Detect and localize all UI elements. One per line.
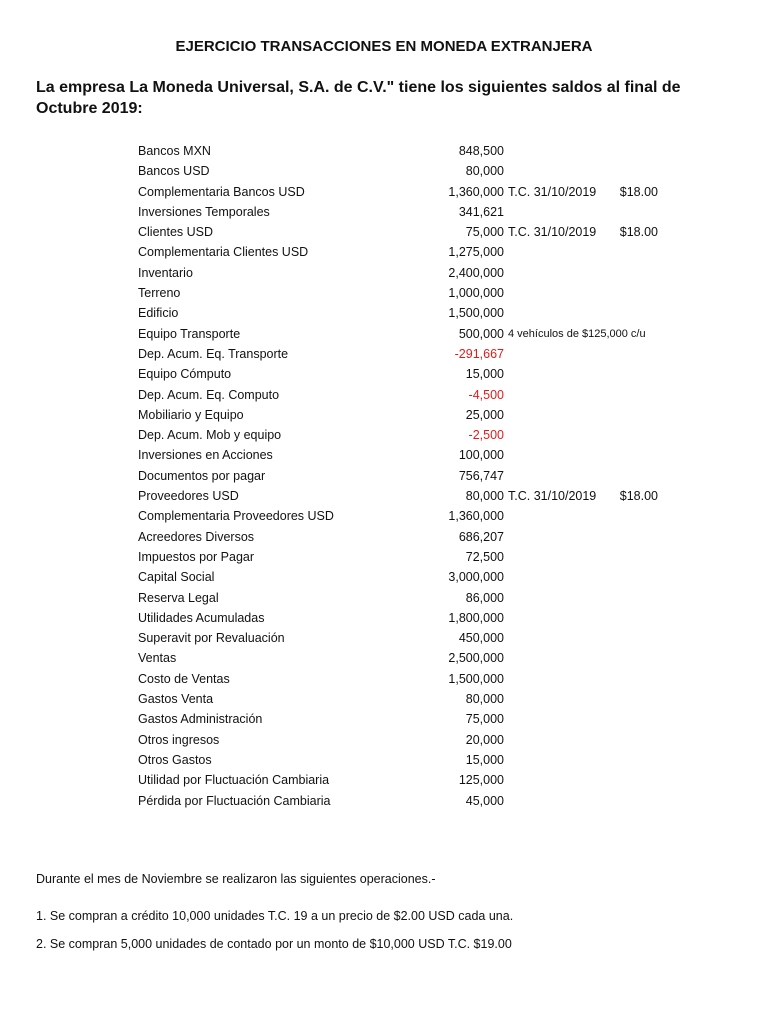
account-name: Impuestos por Pagar	[138, 549, 255, 564]
exchange-rate: $18.00	[619, 184, 658, 199]
account-amount: 450,000	[458, 631, 504, 646]
account-row	[0, 405, 768, 425]
account-row	[0, 608, 768, 628]
account-amount: 15,000	[465, 752, 504, 767]
account-amount: 1,500,000	[448, 671, 504, 686]
account-row	[0, 466, 768, 486]
intro-paragraph: La empresa La Moneda Universal, S.A. de C.V." tiene los siguientes saldos al final de Octubre 2019:	[36, 79, 681, 117]
account-row	[0, 628, 768, 648]
account-amount: 3,000,000	[448, 570, 504, 585]
operation-1: 1. Se compran a crédito 10,000 unidades T.C. 19 a un precio de $2.00 USD cada una.	[36, 909, 514, 923]
account-row	[0, 364, 768, 384]
account-amount: 80,000	[465, 489, 504, 504]
account-amount: 1,800,000	[448, 610, 504, 625]
account-amount: 45,000	[465, 793, 504, 808]
account-name: Otros Gastos	[138, 752, 212, 767]
operation-2: 2. Se compran 5,000 unidades de contado por un monto de $10,000 USD T.C. $19.00	[36, 937, 512, 951]
account-name: Superavit por Revaluación	[138, 631, 285, 646]
account-amount: 1,000,000	[448, 286, 504, 301]
account-amount: 75,000	[465, 712, 504, 727]
account-row	[0, 182, 768, 202]
account-amount: 75,000	[465, 225, 504, 240]
account-row	[0, 242, 768, 262]
account-amount: 2,400,000	[448, 265, 504, 280]
account-name: Terreno	[138, 286, 181, 301]
account-row	[0, 202, 768, 222]
account-name: Mobiliario y Equipo	[138, 407, 244, 422]
account-amount: 341,621	[458, 204, 504, 219]
account-name: Capital Social	[138, 570, 215, 585]
account-name: Gastos Administración	[138, 712, 263, 727]
account-name: Equipo Cómputo	[138, 367, 232, 382]
account-amount: 1,275,000	[448, 245, 504, 260]
account-name: Reserva Legal	[138, 590, 219, 605]
account-amount: 1,360,000	[448, 184, 504, 199]
account-amount: 686,207	[458, 529, 504, 544]
account-name: Utilidades Acumuladas	[138, 610, 265, 625]
account-name: Complementaria Bancos USD	[138, 184, 305, 199]
account-name: Complementaria Clientes USD	[138, 245, 309, 260]
account-row	[0, 303, 768, 323]
account-name: Proveedores USD	[138, 489, 239, 504]
account-name: Inversiones Temporales	[138, 204, 270, 219]
account-name: Bancos MXN	[138, 144, 211, 158]
document-title: EJERCICIO TRANSACCIONES EN MONEDA EXTRANJERA	[175, 38, 593, 55]
account-row	[0, 527, 768, 547]
account-amount: 15,000	[465, 367, 504, 382]
account-row	[0, 588, 768, 608]
account-name: Complementaria Proveedores USD	[138, 509, 334, 524]
account-name: Dep. Acum. Mob y equipo	[138, 428, 282, 443]
exchange-rate: $18.00	[619, 225, 658, 240]
account-row	[0, 263, 768, 283]
account-name: Inversiones en Acciones	[138, 448, 273, 463]
account-name: Utilidad por Fluctuación Cambiaria	[138, 773, 330, 788]
account-name: Documentos por pagar	[138, 468, 266, 483]
account-row	[0, 648, 768, 668]
account-note: 4 vehículos de $125,000 c/u	[508, 327, 646, 340]
account-row	[0, 141, 768, 161]
account-name: Bancos USD	[138, 164, 210, 179]
account-row	[0, 486, 768, 506]
account-note: T.C. 31/10/2019	[508, 225, 597, 240]
account-name: Pérdida por Fluctuación Cambiaria	[138, 793, 331, 808]
account-name: Clientes USD	[138, 225, 214, 240]
account-amount: 1,500,000	[448, 306, 504, 321]
account-name: Gastos Venta	[138, 692, 214, 707]
account-row	[0, 161, 768, 181]
account-amount: 756,747	[458, 468, 504, 483]
account-row	[0, 567, 768, 587]
account-row	[0, 730, 768, 750]
account-name: Dep. Acum. Eq. Computo	[138, 387, 280, 402]
account-amount: 80,000	[465, 692, 504, 707]
account-name: Edificio	[138, 306, 179, 321]
account-name: Inventario	[138, 265, 193, 280]
account-amount: -2,500	[468, 428, 504, 443]
account-amount: -4,500	[468, 387, 504, 402]
account-row	[0, 750, 768, 770]
account-row	[0, 709, 768, 729]
account-row	[0, 425, 768, 445]
account-row	[0, 669, 768, 689]
account-amount: 125,000	[458, 773, 504, 788]
account-amount: 80,000	[465, 164, 504, 179]
account-amount: 500,000	[458, 326, 504, 341]
account-row	[0, 770, 768, 790]
account-amount: 20,000	[465, 732, 504, 747]
account-row	[0, 324, 768, 344]
account-note: T.C. 31/10/2019	[508, 489, 597, 504]
account-balances-table	[0, 141, 768, 811]
account-name: Equipo Transporte	[138, 326, 241, 341]
account-row	[0, 791, 768, 811]
account-amount: 100,000	[458, 448, 504, 463]
account-amount: 1,360,000	[448, 509, 504, 524]
account-row	[0, 385, 768, 405]
account-row	[0, 222, 768, 242]
account-row	[0, 283, 768, 303]
november-intro: Durante el mes de Noviembre se realizaron las siguientes operaciones.-	[36, 872, 436, 886]
account-name: Acreedores Diversos	[138, 529, 255, 544]
account-row	[0, 344, 768, 364]
account-amount: -291,667	[454, 346, 504, 361]
account-amount: 25,000	[465, 407, 504, 422]
account-row	[0, 506, 768, 526]
account-name: Costo de Ventas	[138, 671, 230, 686]
account-amount: 72,500	[465, 549, 504, 564]
account-amount: 2,500,000	[448, 651, 504, 666]
exchange-rate: $18.00	[619, 489, 658, 504]
account-name: Otros ingresos	[138, 732, 220, 747]
account-amount: 848,500	[458, 144, 504, 158]
account-row	[0, 689, 768, 709]
account-row	[0, 547, 768, 567]
account-row	[0, 445, 768, 465]
account-name: Ventas	[138, 651, 177, 666]
account-name: Dep. Acum. Eq. Transporte	[138, 346, 289, 361]
account-amount: 86,000	[465, 590, 504, 605]
account-note: T.C. 31/10/2019	[508, 184, 597, 199]
